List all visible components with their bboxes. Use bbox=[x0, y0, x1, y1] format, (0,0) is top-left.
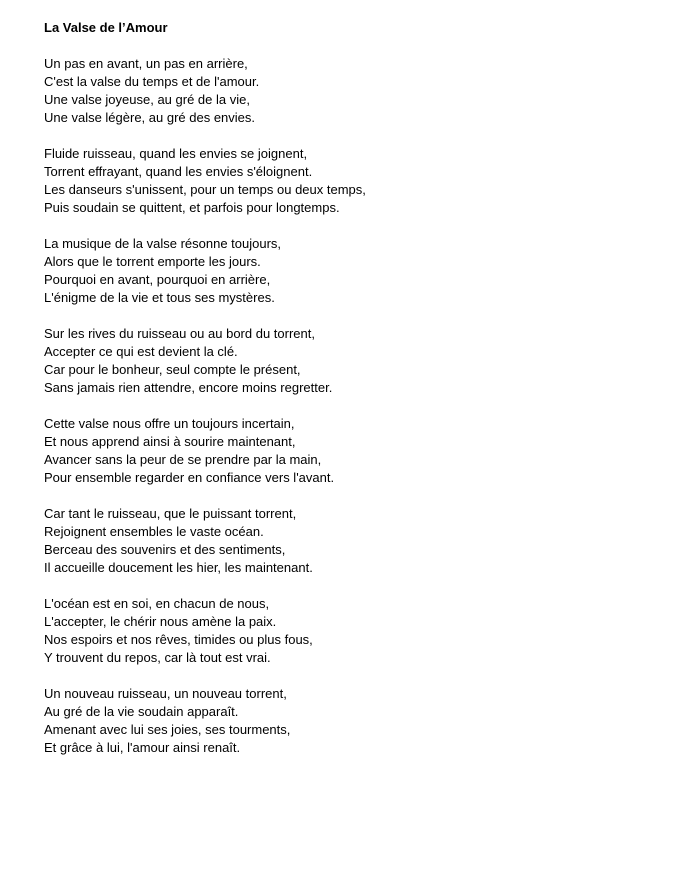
poem-line: Sur les rives du ruisseau ou au bord du torrent, bbox=[44, 326, 315, 341]
poem-line: L'accepter, le chérir nous amène la paix. bbox=[44, 614, 277, 629]
stanza-2 bbox=[44, 145, 664, 217]
poem-line: Cette valse nous offre un toujours incertain, bbox=[44, 416, 295, 431]
poem-line: Car tant le ruisseau, que le puissant torrent, bbox=[44, 506, 297, 521]
poem-line: C'est la valse du temps et de l'amour. bbox=[44, 74, 260, 89]
poem-line: Une valse légère, au gré des envies. bbox=[44, 110, 256, 125]
poem-line: L'océan est en soi, en chacun de nous, bbox=[44, 596, 270, 611]
stanza-6 bbox=[44, 505, 664, 577]
poem-line: Avancer sans la peur de se prendre par la main, bbox=[44, 452, 322, 467]
document-page bbox=[44, 19, 664, 775]
poem-line: La musique de la valse résonne toujours, bbox=[44, 236, 282, 251]
poem-line: Une valse joyeuse, au gré de la vie, bbox=[44, 92, 250, 107]
poem-line: Et grâce à lui, l'amour ainsi renaît. bbox=[44, 740, 241, 755]
poem-line: Rejoignent ensembles le vaste océan. bbox=[44, 524, 264, 539]
poem-line: Torrent effrayant, quand les envies s'éloignent. bbox=[44, 164, 313, 179]
poem-line: Fluide ruisseau, quand les envies se joignent, bbox=[44, 146, 308, 161]
poem-line: Nos espoirs et nos rêves, timides ou plus fous, bbox=[44, 632, 313, 647]
poem-line: Un nouveau ruisseau, un nouveau torrent, bbox=[44, 686, 287, 701]
poem-line: Alors que le torrent emporte les jours. bbox=[44, 254, 261, 269]
poem-line: Et nous apprend ainsi à sourire maintenant, bbox=[44, 434, 296, 449]
poem-line: Sans jamais rien attendre, encore moins regretter. bbox=[44, 380, 333, 395]
stanza-3 bbox=[44, 235, 664, 307]
poem-line: Amenant avec lui ses joies, ses tourments, bbox=[44, 722, 291, 737]
poem-line: Y trouvent du repos, car là tout est vrai. bbox=[44, 650, 271, 665]
stanza-8 bbox=[44, 685, 664, 757]
stanza-7 bbox=[44, 595, 664, 667]
poem-line: Pourquoi en avant, pourquoi en arrière, bbox=[44, 272, 271, 287]
poem-line: Berceau des souvenirs et des sentiments, bbox=[44, 542, 286, 557]
poem-line: Il accueille doucement les hier, les maintenant. bbox=[44, 560, 313, 575]
poem-line: Puis soudain se quittent, et parfois pour longtemps. bbox=[44, 200, 340, 215]
poem-line: Accepter ce qui est devient la clé. bbox=[44, 344, 238, 359]
poem-line: Les danseurs s'unissent, pour un temps ou deux temps, bbox=[44, 182, 366, 197]
poem-line: Pour ensemble regarder en confiance vers l'avant. bbox=[44, 470, 335, 485]
poem-line: Au gré de la vie soudain apparaît. bbox=[44, 704, 239, 719]
stanza-4 bbox=[44, 325, 664, 397]
poem-line: L'énigme de la vie et tous ses mystères. bbox=[44, 290, 275, 305]
poem-line: Car pour le bonheur, seul compte le présent, bbox=[44, 362, 301, 377]
poem-line: Un pas en avant, un pas en arrière, bbox=[44, 56, 248, 71]
stanza-5 bbox=[44, 415, 664, 487]
poem-title: La Valse de l’Amour bbox=[44, 20, 168, 35]
stanza-1 bbox=[44, 55, 664, 127]
